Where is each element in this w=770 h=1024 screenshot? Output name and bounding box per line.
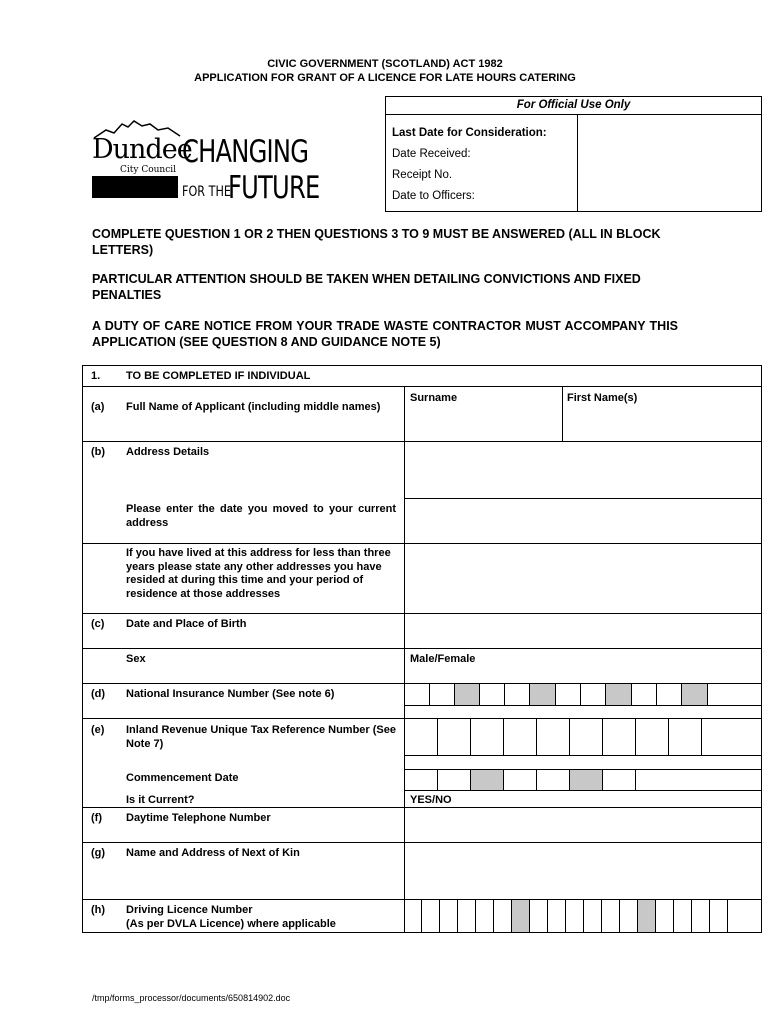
driving-licence-label: Driving Licence Number (126, 904, 253, 916)
sex-label: Sex (126, 653, 146, 665)
address-details-label: Address Details (126, 446, 210, 458)
instruction-1: COMPLETE QUESTION 1 OR 2 THEN QUESTIONS 3 TO 9 MUST BE ANSWERED (ALL IN BLOCK LETTERS) (92, 227, 661, 257)
question-1-table (82, 365, 762, 933)
date-to-officers-label: Date to Officers: (392, 190, 475, 202)
last-date-label: Last Date for Consideration: (392, 127, 547, 139)
label-b: (b) (91, 446, 106, 458)
birth-label: Date and Place of Birth (126, 618, 247, 630)
logo-changing: CHANGING (182, 134, 309, 170)
first-name-field[interactable] (563, 406, 760, 440)
commencement-boxes[interactable] (405, 770, 761, 790)
surname-label: Surname (410, 392, 458, 404)
full-name-label: Full Name of Applicant (including middle names) (126, 401, 381, 413)
surname-field[interactable] (405, 406, 561, 440)
footer-path: /tmp/forms_processor/documents/650814902.doc (92, 993, 291, 1003)
utr-label: Inland Revenue Unique Tax Reference Number (See Note 7) (126, 724, 396, 750)
is-current-value[interactable]: YES/NO (410, 794, 452, 806)
label-h: (h) (91, 904, 106, 916)
label-d: (d) (91, 688, 106, 700)
sex-value[interactable]: Male/Female (410, 653, 476, 665)
label-a: (a) (91, 401, 105, 413)
telephone-label: Daytime Telephone Number (126, 812, 271, 824)
label-f: (f) (91, 812, 102, 824)
date-received-label: Date Received: (392, 148, 471, 160)
logo-bar (92, 176, 178, 198)
address-field[interactable] (405, 442, 760, 498)
telephone-field[interactable] (405, 808, 760, 842)
date-moved-label: Please enter the date you moved to your current address (126, 503, 396, 529)
instruction-3: A DUTY OF CARE NOTICE FROM YOUR TRADE WASTE CONTRACTOR MUST ACCOMPANY THIS APPLICATION (SEE QUESTION 8 AND GUIDANCE NOTE 5) (92, 319, 678, 349)
header-line-2: APPLICATION FOR GRANT OF A LICENCE FOR LATE HOURS CATERING (194, 72, 576, 84)
official-use-caption: For Official Use Only (386, 97, 761, 115)
date-moved-field[interactable] (405, 499, 760, 543)
label-g: (g) (91, 847, 106, 859)
label-e: (e) (91, 724, 105, 736)
receipt-no-label: Receipt No. (392, 169, 453, 181)
commencement-label: Commencement Date (126, 772, 239, 784)
ni-number-boxes[interactable] (405, 684, 761, 705)
logo-city-council: City Council (120, 165, 177, 175)
question-number: 1. (91, 370, 101, 382)
next-of-kin-field[interactable] (405, 843, 760, 899)
logo-dundee: Dundee (92, 134, 192, 165)
official-use-box (385, 96, 762, 212)
first-name-label: First Name(s) (567, 392, 638, 404)
next-of-kin-label: Name and Address of Next of Kin (126, 847, 300, 859)
previous-addresses-label: If you have lived at this address for less than three years please state any other addresses you have resided at during this time and your period of residence at those addresses (126, 547, 391, 600)
previous-addresses-field[interactable] (405, 544, 760, 613)
is-current-label: Is it Current? (126, 794, 195, 806)
dundee-logo (92, 118, 332, 210)
logo-for-the: FOR THE (182, 184, 231, 200)
utr-boxes[interactable] (405, 719, 761, 755)
logo-future: FUTURE (228, 170, 320, 206)
birth-field[interactable] (405, 614, 760, 648)
instruction-2: PARTICULAR ATTENTION SHOULD BE TAKEN WHEN DETAILING CONVICTIONS AND FIXED PENALTIES (92, 272, 641, 302)
driving-licence-boxes[interactable] (405, 900, 761, 932)
header-line-1: CIVIC GOVERNMENT (SCOTLAND) ACT 1982 (267, 58, 503, 70)
question-title: TO BE COMPLETED IF INDIVIDUAL (126, 370, 311, 382)
ni-number-label: National Insurance Number (See note 6) (126, 688, 335, 700)
driving-licence-note: (As per DVLA Licence) where applicable (126, 918, 336, 930)
label-c: (c) (91, 618, 105, 630)
